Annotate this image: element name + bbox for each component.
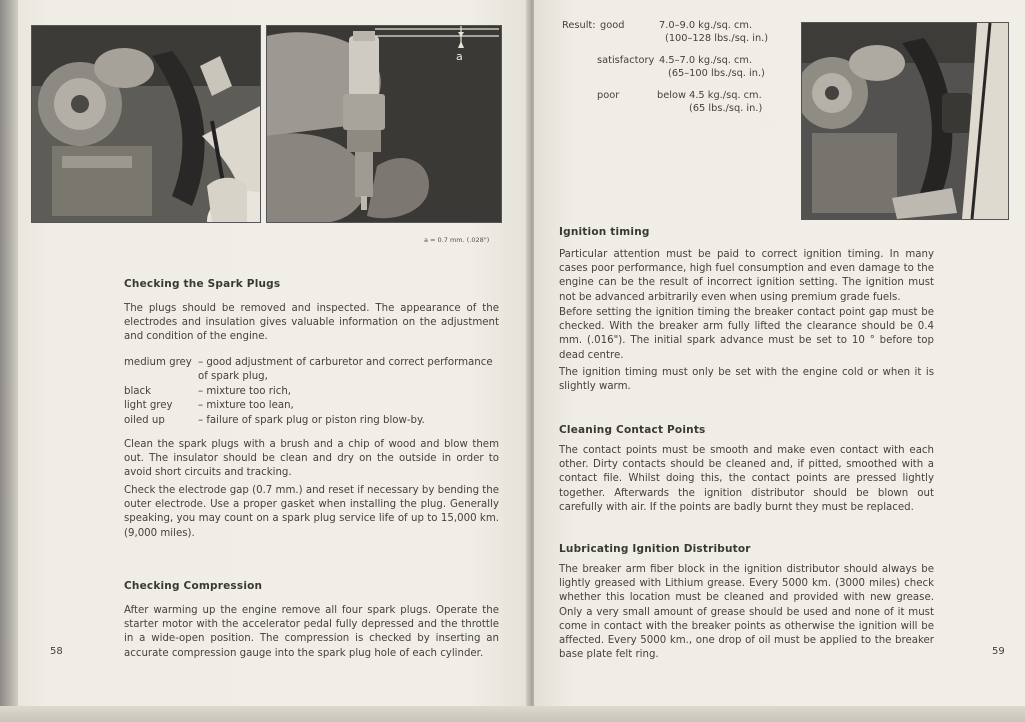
condition-desc: – failure of spark plug or piston ring blow-by.: [198, 414, 425, 426]
result-row-good: [562, 20, 792, 55]
page-number-right: 59: [992, 646, 1005, 657]
compression-paragraph: After warming up the engine remove all four spark plugs. Operate the starter motor with the accelerator pedal fully depressed and the throttle in a wide-open position. The compression is checked by inserting an accurate compression gauge into the spark plug hole of each cylinder.: [124, 605, 499, 659]
distributor-photo: [801, 22, 1009, 220]
heading-checking-spark-plugs: Checking the Spark Plugs: [124, 278, 281, 290]
ignition-timing-paragraph-3: The ignition timing must only be set with the engine cold or when it is slightly warm.: [559, 367, 934, 393]
result-label: Result:: [562, 20, 596, 31]
result-metric: 4.5–7.0 kg./sq. cm.: [659, 55, 753, 66]
spark-plugs-paragraph-2: Clean the spark plugs with a brush and a chip of wood and blow them out. The insulator should be clean and dry on the outside in order to avoid short circuits and tracking.: [124, 439, 499, 479]
condition-row: [124, 356, 500, 385]
photo-caption: a = 0.7 mm. (.028"): [424, 236, 490, 244]
condition-desc: – mixture too lean,: [198, 400, 294, 412]
contact-points-paragraph: The contact points must be smooth and make even contact with each other. Dirty contacts should be cleaned and, if pitted, smoothed with a contact file. Whilst doing this, the contact points are pressed lightly together. Afterwards the ignition distributor should be blown out carefully with air. If the points are badly burnt they must be replaced.: [559, 445, 934, 513]
spark-plugs-paragraph-3: Check the electrode gap (0.7 mm.) and reset if necessary by bending the outer electrode. Use a proper gasket when installing the plug. Generally speaking, you may count on a spark plug service life of up to 15,000 km. (9,000 miles).: [124, 485, 499, 539]
page-bottom-edge: [0, 706, 1025, 722]
condition-row: [124, 399, 500, 413]
spark-plugs-paragraph-1: The plugs should be removed and inspected. The appearance of the electrodes and insulation gives valuable information on the adjustment and condition of the engine.: [124, 303, 499, 343]
result-imperial: (100–128 lbs./sq. in.): [665, 32, 769, 44]
heading-cleaning-contact-points: Cleaning Contact Points: [559, 424, 706, 436]
condition-term: medium grey: [124, 357, 192, 368]
condition-row: [124, 414, 500, 428]
result-imperial: (65–100 lbs./sq. in.): [668, 67, 765, 79]
heading-lubricating-distributor: Lubricating Ignition Distributor: [559, 543, 751, 555]
spark-plug-condition-list: [124, 356, 500, 428]
heading-checking-compression: Checking Compression: [124, 580, 263, 592]
result-metric: below 4.5 kg./sq. cm.: [657, 90, 762, 101]
ignition-timing-paragraph-1: Particular attention must be paid to correct ignition timing. In many cases poor performance, high fuel consumption and even damage to the engine can be the result of incorrect ignition setting. The ignition must not be advanced arbitrarily even when using premium grade fuels.: [559, 249, 934, 303]
ignition-timing-paragraph-2: Before setting the ignition timing the breaker contact point gap must be checked. With the breaker arm fully lifted the clearance should be 0.4 mm. (.016"). The initial spark advance must be set to 10 ° before top dead centre.: [559, 307, 934, 361]
compression-results: [562, 20, 792, 125]
heading-ignition-timing: Ignition timing: [559, 226, 650, 238]
result-metric: 7.0–9.0 kg./sq. cm.: [659, 20, 753, 31]
result-row-satisfactory: [562, 55, 792, 90]
result-row-poor: [562, 90, 792, 125]
condition-desc: – mixture too rich,: [198, 385, 292, 397]
result-rating: satisfactory: [597, 55, 655, 66]
result-rating: poor: [597, 90, 620, 101]
gap-marker-label: a: [456, 50, 463, 63]
result-rating: good: [600, 20, 625, 31]
page-number-left: 58: [50, 646, 63, 657]
condition-term: oiled up: [124, 414, 165, 426]
spark-plug-photo: [266, 25, 502, 223]
lubricating-paragraph: The breaker arm fiber block in the ignition distributor should always be lightly greased with Lithium grease. Every 5000 km. (3000 miles) check whether this location must be cleaned and provided with new grease. Only a very small amount of grease should be used and none of it must come in contact with the breaker points as otherwise the ignition will be affected. Every 5000 km., one drop of oil must be applied to the breaker base plate felt ring.: [559, 564, 934, 661]
engine-photo: [31, 25, 261, 223]
condition-term: light grey: [124, 400, 173, 412]
condition-desc: – good adjustment of carburetor and correct performance of spark plug,: [198, 357, 493, 383]
condition-row: [124, 385, 500, 399]
result-imperial: (65 lbs./sq. in.): [689, 102, 763, 114]
condition-term: black: [124, 385, 152, 397]
